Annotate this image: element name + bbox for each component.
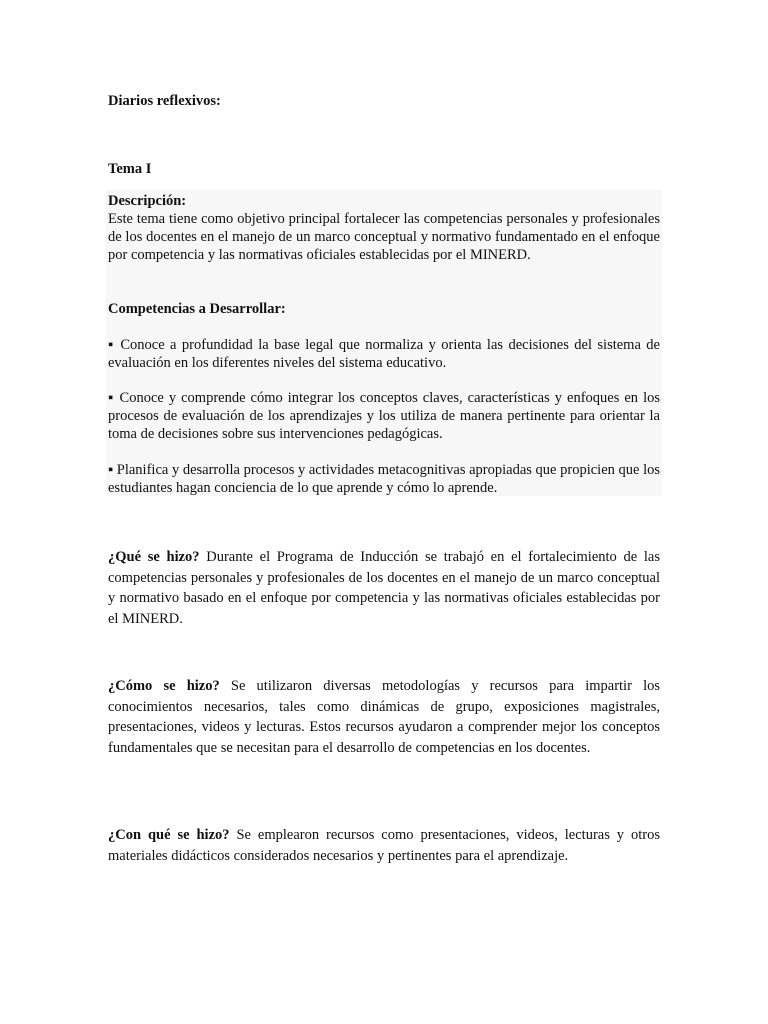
competency-item: ▪ Conoce y comprende cómo integrar los conceptos claves, características y enfoques en los procesos de evaluación de los aprendizajes y los utiliza de manera pertinente para orientar la toma de decisiones sobre sus intervenciones pedagógicas. (108, 390, 660, 442)
section-title: Tema I (108, 161, 152, 177)
competency-item: ▪ Planifica y desarrolla procesos y actividades metacognitivas apropiadas que propicien que los estudiantes hagan conciencia de lo que aprende y cómo lo aprende. (108, 462, 660, 496)
question-with-what-paragraph (108, 825, 660, 866)
question-with-what-label: ¿Con qué se hizo? (108, 827, 230, 843)
question-how-text: Se utilizaron diversas metodologías y recursos para impartir los conocimientos necesarios, tales como dinámicas de grupo, exposiciones magistrales, presentaciones, videos y lecturas. Estos recursos ayudaron a comprender mejor los conceptos fundamentales que se necesitan para el desarrollo de competencias en los docentes. (108, 678, 660, 756)
competency-item: ▪ Conoce a profundidad la base legal que normaliza y orienta las decisiones del sistema de evaluación en los diferentes niveles del sistema educativo. (108, 337, 660, 371)
description-text: Este tema tiene como objetivo principal fortalecer las competencias personales y profesionales de los docentes en el manejo de un marco conceptual y normativo fundamentado en el enfoque por competencia y las normativas oficiales establecidas por el MINERD. (108, 211, 660, 263)
description-label: Descripción: (108, 193, 187, 209)
question-how-label: ¿Cómo se hizo? (108, 678, 220, 694)
question-how-paragraph (108, 676, 660, 758)
question-what-text: Durante el Programa de Inducción se trabajó en el fortalecimiento de las competencias personales y profesionales de los docentes en el manejo de un marco conceptual y normativo basado en el enfoque por competencia y las normativas oficiales establecidas por el MINERD. (108, 549, 660, 627)
document-title: Diarios reflexivos: (108, 93, 221, 109)
competencies-label: Competencias a Desarrollar: (108, 301, 286, 317)
question-what-label: ¿Qué se hizo? (108, 549, 200, 565)
question-what-paragraph (108, 547, 660, 629)
question-with-what-text: Se emplearon recursos como presentaciones, videos, lecturas y otros materiales didácticos considerados necesarios y pertinentes para el aprendizaje. (108, 827, 660, 864)
